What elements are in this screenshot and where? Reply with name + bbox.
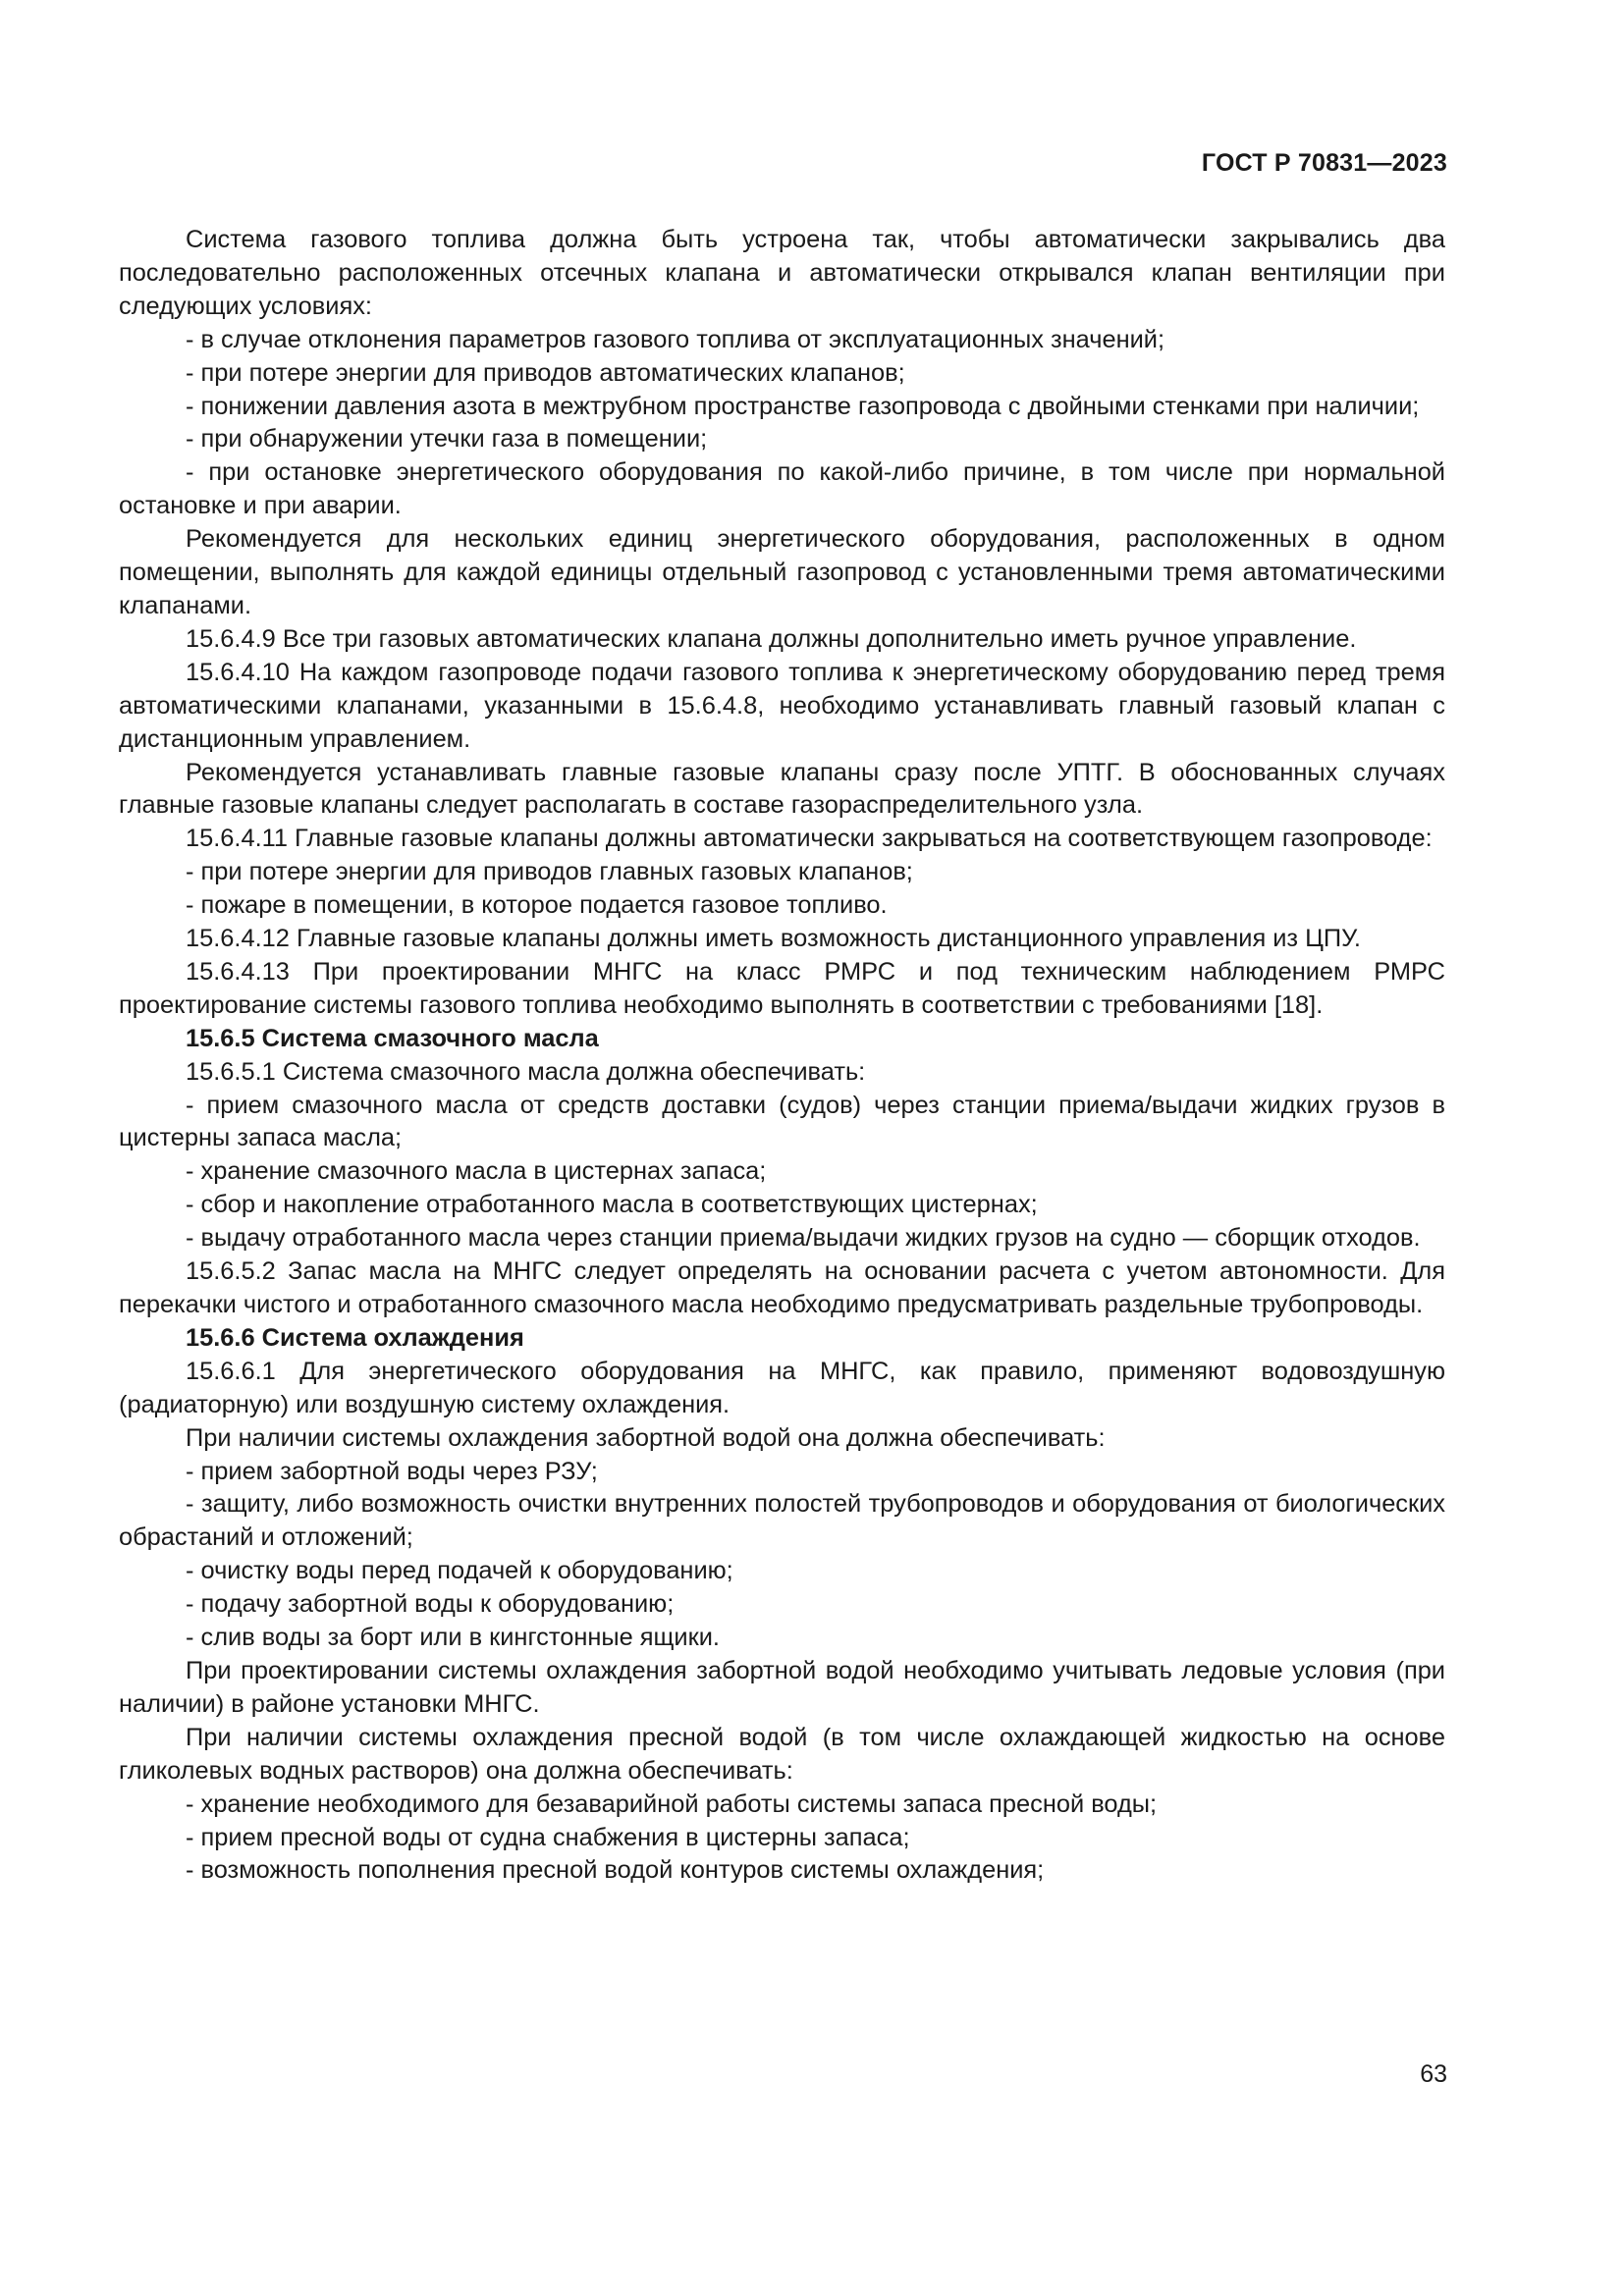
paragraph: 15.6.4.11 Главные газовые клапаны должны автоматически закрываться на соответствующем газопроводе: [186,825,1433,853]
paragraph: 15.6.4.9 Все три газовых автоматических клапана должны дополнительно иметь ручное управление. [186,624,1357,653]
list-item: - понижении давления азота в межтрубном пространстве газопровода с двойными стенками при наличии; [186,392,1420,420]
page-number: 63 [1420,2060,1447,2088]
paragraph: 15.6.5.2 Запас масла на МНГС следует определять на основании расчета с учетом автономности. Для перекачки чистого и отработанного смазочного масла необходимо предусматривать раздельные трубопроводы. [119,1257,1445,1318]
list-item: - прием забортной воды через РЗУ; [186,1457,598,1485]
list-item: - при обнаружении утечки газа в помещении; [186,425,708,454]
list-item: - пожаре в помещении, в которое подается газовое топливо. [186,891,888,920]
list-item: - слив воды за борт или в кингстонные ящики. [186,1624,720,1652]
paragraph: 15.6.4.13 При проектировании МНГС на класс РМРС и под техническим наблюдением РМРС проектирование системы газового топлива необходимо выполнять в соответствии с требованиями [18]. [119,957,1445,1019]
list-item: - в случае отклонения параметров газового топлива от эксплуатационных значений; [186,325,1165,353]
paragraph: При проектировании системы охлаждения забортной водой необходимо учитывать ледовые условия (при наличии) в районе установки МНГС. [119,1656,1445,1718]
list-item: - прием смазочного масла от средств доставки (судов) через станции приема/выдачи жидких грузов в цистерны запаса масла; [119,1091,1445,1152]
paragraph: 15.6.4.12 Главные газовые клапаны должны иметь возможность дистанционного управления из ЦПУ. [186,925,1361,953]
paragraph: При наличии системы охлаждения пресной водой (в том числе охлаждающей жидкостью на основе гликолевых водных растворов) она должна обеспечивать: [119,1723,1445,1785]
paragraph: Рекомендуется для нескольких единиц энергетического оборудования, расположенных в одном помещении, выполнять для каждой единицы отдельный газопровод с установленными тремя автоматическими клапанами. [119,525,1445,619]
list-item: - при потере энергии для приводов главных газовых клапанов; [186,858,913,886]
document-code-header: ГОСТ Р 70831—2023 [1201,149,1447,177]
list-item: - при остановке энергетического оборудования по какой-либо причине, в том числе при нормальной остановке и при аварии. [119,458,1445,520]
paragraph: Система газового топлива должна быть устроена так, чтобы автоматически закрывались два последовательно расположенных отсечных клапана и автоматически открывался клапан вентиляции при следующих условиях: [119,226,1445,320]
list-item: - подачу забортной воды к оборудованию; [186,1590,675,1619]
paragraph: При наличии системы охлаждения забортной водой она должна обеспечивать: [186,1423,1106,1452]
paragraph: 15.6.6.1 Для энергетического оборудования на МНГС, как правило, применяют водовоздушную (радиаторную) или воздушную систему охлаждения. [119,1357,1445,1418]
list-item: - возможность пополнения пресной водой контуров системы охлаждения; [186,1856,1045,1885]
paragraph: 15.6.4.10 На каждом газопроводе подачи газового топлива к энергетическому оборудованию перед тремя автоматическими клапанами, указанными в 15.6.4.8, необходимо устанавливать главный газовый клапан с дистанционным управлением. [119,658,1445,753]
list-item: - при потере энергии для приводов автоматических клапанов; [186,358,905,387]
list-item: - прием пресной воды от судна снабжения в цистерны запаса; [186,1823,910,1851]
list-item: - сбор и накопление отработанного масла в соответствующих цистернах; [186,1191,1038,1219]
list-item: - хранение необходимого для безаварийной работы системы запаса пресной воды; [186,1789,1158,1818]
section-heading: 15.6.6 Система охлаждения [186,1323,524,1352]
list-item: - защиту, либо возможность очистки внутренних полостей трубопроводов и оборудования от биологических обрастаний и отложений; [119,1490,1445,1552]
section-heading: 15.6.5 Система смазочного масла [186,1024,599,1052]
document-body [119,224,1445,1888]
paragraph: Рекомендуется устанавливать главные газовые клапаны сразу после УПТГ. В обоснованных случаях главные газовые клапаны следует располагать в составе газораспределительного узла. [119,758,1445,820]
list-item: - выдачу отработанного масла через станции приема/выдачи жидких грузов на судно — сборщик отходов. [186,1224,1421,1253]
list-item: - очистку воды перед подачей к оборудованию; [186,1557,733,1585]
list-item: - хранение смазочного масла в цистернах запаса; [186,1157,767,1186]
paragraph: 15.6.5.1 Система смазочного масла должна обеспечивать: [186,1057,866,1086]
